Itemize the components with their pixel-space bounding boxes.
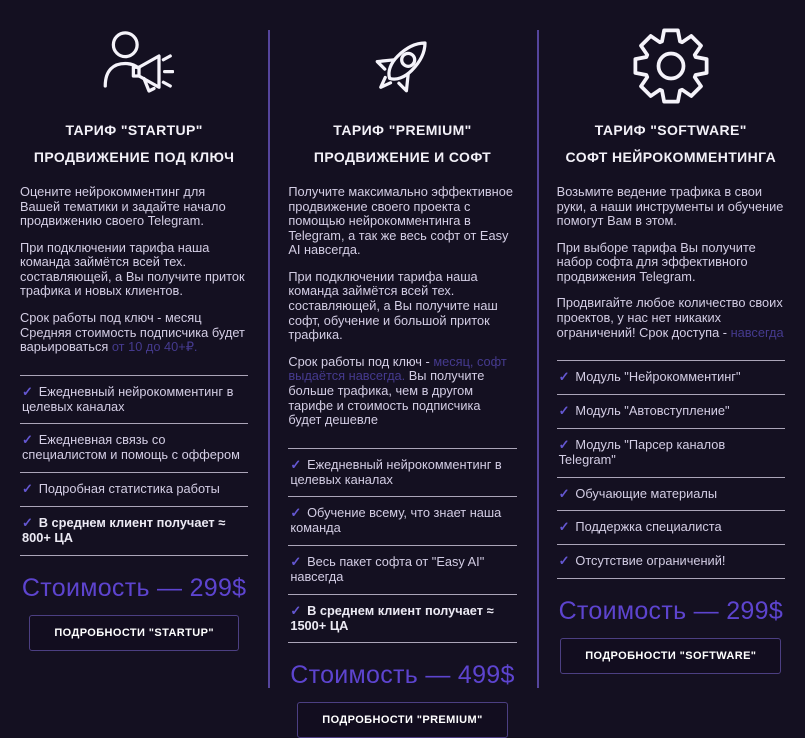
feature-text: Весь пакет софта от "Easy AI" навсегда (290, 554, 485, 584)
tariff-card-startup (0, 0, 268, 700)
card-subtitle: ПРОДВИЖЕНИЕ ПОД КЛЮЧ (33, 149, 235, 165)
desc-paragraph (288, 355, 516, 428)
details-button-premium[interactable]: ПОДРОБНОСТИ "PREMIUM" (297, 702, 507, 738)
card-subtitle: ПРОДВИЖЕНИЕ И СОФТ (313, 149, 492, 165)
check-icon: ✓ (22, 481, 33, 497)
details-button-startup[interactable]: ПОДРОБНОСТИ "STARTUP" (29, 615, 239, 651)
feature-text: Модуль "Парсер каналов Telegram" (558, 436, 726, 467)
feature-text: В среднем клиент получает ≈ 800+ ЦА (22, 515, 226, 545)
feature-text: В среднем клиент получает ≈ 1500+ ЦА (290, 602, 494, 633)
feature-item (557, 394, 785, 428)
highlight-text: месяц, софт выдаётся навсегда. (288, 353, 507, 384)
card-description (20, 185, 248, 355)
check-icon: ✓ (558, 553, 570, 569)
check-icon: ✓ (22, 383, 33, 399)
desc-text: Возьмите ведение трафика в свои руки, а наши инструменты и обучение помогут Вам в этом. (556, 184, 784, 229)
card-title: ТАРИФ "SOFTWARE" (594, 122, 747, 138)
card-title: ТАРИФ "PREMIUM" (333, 122, 472, 138)
feature-item (288, 496, 516, 545)
feature-item (557, 360, 785, 394)
feature-item-highlighted (20, 506, 248, 555)
tariff-card-premium (268, 0, 536, 727)
card-description (288, 185, 516, 428)
feature-text: Обучающие материалы (575, 485, 718, 501)
desc-paragraph (557, 241, 785, 285)
feature-item (557, 510, 785, 544)
feature-list (288, 448, 516, 644)
desc-text: Вы получите больше трафика, чем в другом тарифе и стоимость подписчика будет дешевле (288, 368, 485, 428)
desc-text: Средняя стоимость подписчика будет варьироваться (20, 324, 245, 355)
feature-text: Ежедневный нейрокомментинг в целевых каналах (22, 383, 234, 414)
tariff-card-software (537, 0, 805, 700)
check-icon: ✓ (558, 485, 570, 501)
price-label: Стоимость — 499$ (290, 661, 515, 690)
details-button-software[interactable]: ПОДРОБНОСТИ "SOFTWARE" (560, 638, 781, 674)
feature-text: Модуль "Нейрокомментинг" (575, 369, 741, 385)
desc-paragraph (557, 185, 785, 229)
desc-text: Срок работы под ключ - месяц (20, 310, 202, 326)
feature-text: Отсутствие ограничений! (575, 553, 726, 569)
feature-item (557, 477, 785, 511)
feature-item (557, 428, 785, 477)
desc-paragraph (288, 270, 516, 343)
feature-text: Поддержка специалиста (575, 519, 722, 535)
rocket-icon (362, 26, 442, 106)
check-icon: ✓ (22, 515, 33, 530)
feature-list (557, 360, 785, 579)
check-icon: ✓ (558, 519, 570, 535)
feature-text: Ежедневная связь со специалистом и помощь с оффером (22, 432, 240, 463)
feature-text: Подробная статистика работы (38, 481, 220, 497)
highlight-text: навсегда (730, 324, 784, 340)
desc-paragraph (288, 185, 516, 258)
gear-icon (631, 26, 711, 106)
card-title: ТАРИФ "STARTUP" (65, 122, 203, 138)
feature-item-highlighted (288, 594, 516, 643)
check-icon: ✓ (290, 602, 302, 618)
desc-text: При подключении тарифа наша команда займётся всей тех. составляющей, а Вы получите наш софт, обучение и большой приток трафика. (288, 268, 498, 343)
price-label: Стоимость — 299$ (558, 597, 784, 626)
desc-text: При выборе тарифа Вы получите набор софта для эффективного продвижения Telegram. (556, 239, 756, 284)
check-icon: ✓ (290, 554, 302, 570)
feature-list (20, 375, 248, 556)
desc-text: Оцените нейрокомментинг для Вашей тематики и задайте начало продвижению своего Telegram. (20, 184, 226, 229)
card-description (557, 185, 785, 340)
desc-paragraph (557, 296, 785, 340)
check-icon: ✓ (558, 369, 570, 385)
check-icon: ✓ (290, 505, 302, 521)
desc-paragraph (20, 185, 248, 229)
check-icon: ✓ (558, 436, 570, 452)
price-label: Стоимость — 299$ (21, 573, 247, 602)
feature-item (288, 545, 516, 594)
check-icon: ✓ (558, 403, 570, 419)
rocket-icon (288, 26, 516, 106)
feature-text: Обучение всему, что знает наша команда (290, 505, 502, 536)
feature-text: Ежедневный нейрокомментинг в целевых каналах (290, 456, 502, 487)
check-icon: ✓ (290, 456, 302, 472)
card-subtitle: СОФТ НЕЙРОКОММЕНТИНГА (565, 149, 777, 165)
announcement-icon (94, 26, 174, 106)
feature-item (20, 472, 248, 506)
desc-text: При подключении тарифа наша команда займётся всей тех. составляющей, а Вы получите приток трафика и новых клиентов. (20, 239, 245, 299)
feature-item (20, 375, 248, 424)
feature-item (20, 423, 248, 472)
desc-text: Срок работы под ключ - (288, 353, 434, 369)
feature-item (288, 448, 516, 497)
desc-paragraph (20, 311, 248, 355)
announcement-icon (20, 26, 248, 106)
gear-icon (557, 26, 785, 106)
check-icon: ✓ (22, 432, 33, 448)
desc-paragraph (20, 241, 248, 299)
highlight-text: от 10 до 40+₽. (111, 339, 198, 355)
desc-text: Продвигайте любое количество своих проектов, у нас нет никаких ограничений! Срок доступа - (556, 295, 783, 340)
feature-text: Модуль "Автовступление" (575, 403, 730, 419)
feature-item (557, 544, 785, 578)
desc-text: Получите максимально эффективное продвижение своего проекта с помощью нейрокомментинга в Telegram, а так же весь софт от Easy AI навсегда. (288, 184, 513, 258)
